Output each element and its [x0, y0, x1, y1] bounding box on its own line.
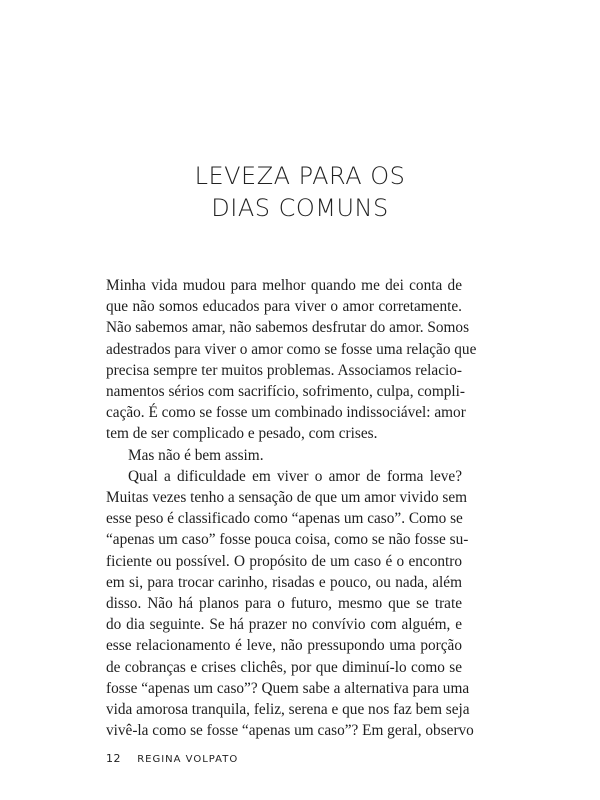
text-line: Não sabemos amar, não sabemos desfrutar do amor. Somos: [106, 319, 470, 337]
text-line: ficiente ou possível. O propósito de um caso é o encontro: [106, 552, 462, 570]
text-line: que não somos educados para viver o amor corretamente.: [106, 298, 462, 316]
chapter-title: [0, 160, 600, 224]
text-line: Mas não é bem assim.: [128, 446, 264, 464]
text-line: do dia seguinte. Se há prazer no convívio com alguém, e: [106, 616, 462, 634]
text-line: cação. É como se fosse um combinado indissociável: amor: [106, 404, 466, 422]
text-line: vivê-la como se fosse “apenas um caso”? Em geral, observo: [106, 722, 474, 740]
text-line: namentos sérios com sacrifício, sofrimento, culpa, compli-: [106, 383, 465, 401]
text-line: fosse “apenas um caso”? Quem sabe a alternativa para uma: [106, 679, 470, 697]
running-footer-author: REGINA VOLPATO: [137, 754, 239, 765]
body-text: [106, 275, 477, 741]
text-line: em si, para trocar carinho, risadas e pouco, ou nada, além: [106, 573, 462, 591]
text-line: de cobranças e crises clichês, por que diminuí-lo como se: [106, 658, 462, 676]
text-line: Qual a dificuldade em viver o amor de forma leve?: [128, 467, 462, 485]
text-line: Muitas vezes tenho a sensação de que um amor vivido sem: [106, 489, 468, 507]
page-footer: [106, 752, 238, 765]
text-line: “apenas um caso” fosse pouca coisa, como se não fosse su-: [106, 531, 469, 549]
page-number: 12: [106, 752, 121, 765]
chapter-title-line-1: LEVEZA PARA OS: [194, 162, 406, 190]
text-line: adestrados para viver o amor como se fosse uma relação que: [106, 340, 477, 358]
text-line: esse relacionamento é leve, não pressupondo uma porção: [106, 637, 462, 655]
text-line: Minha vida mudou para melhor quando me dei conta de: [106, 277, 462, 294]
chapter-title-line-2: DIAS COMUNS: [211, 194, 389, 222]
text-line: tem de ser complicado e pesado, com crises.: [106, 425, 378, 443]
text-line: esse peso é classificado como “apenas um caso”. Como se: [106, 510, 463, 528]
text-line: disso. Não há planos para o futuro, mesmo que se trate: [106, 595, 462, 613]
text-line: vida amorosa tranquila, feliz, serena e que nos faz bem seja: [106, 701, 470, 719]
text-line: precisa sempre ter muitos problemas. Associamos relacio-: [106, 361, 462, 379]
